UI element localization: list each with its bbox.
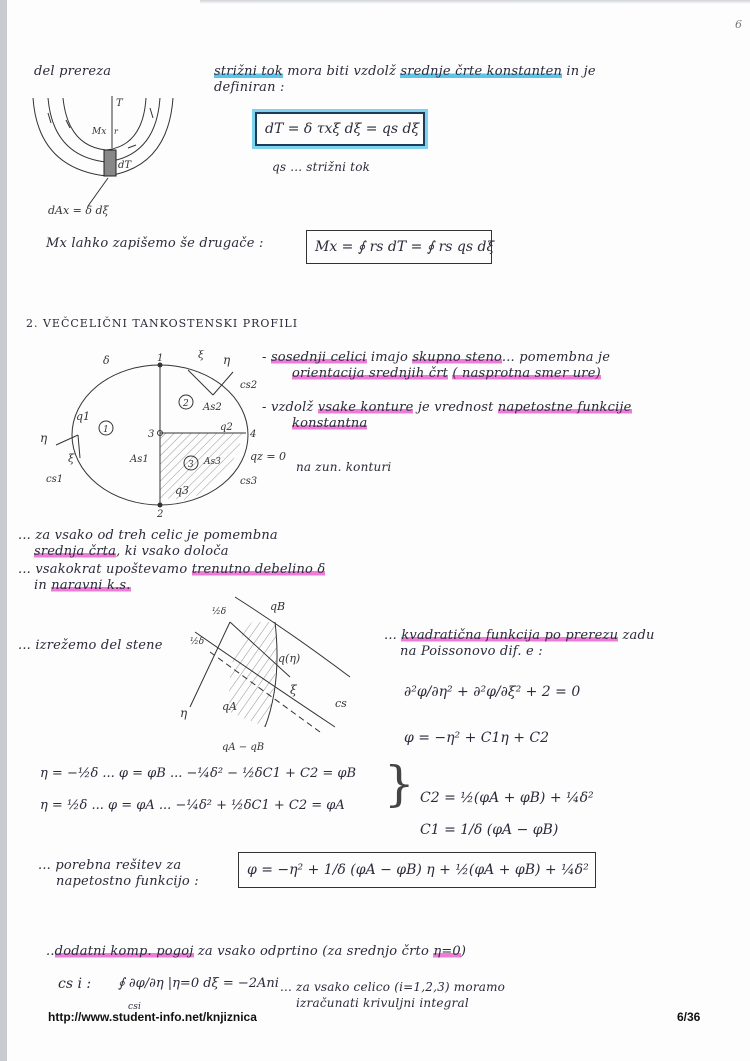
intro-line2: definiran : [214,80,285,95]
c2-equation: C2 = ½(φA + φB) + ¼δ² [420,790,594,806]
note2-line2: in naravni k.s. [34,578,131,593]
compat-note-line2: izračunati krivuljni integral [296,996,469,1010]
wall-element-diagram [170,592,370,762]
bullet2-line1: - vzdolž vsake konture je vrednost napetostne funkcije [262,400,632,415]
svg-text:cs: cs [335,697,347,710]
svg-text:As1: As1 [130,454,149,465]
svg-text:Mx: Mx [92,127,107,137]
integral-subscript: csi [128,1002,142,1012]
boundary-condition-1: η = −½δ ... φ = φB ... −¼δ² − ½δC1 + C2 = φB [40,766,357,781]
scan-edge [0,0,7,1061]
svg-text:½δ: ½δ [212,607,227,617]
c1-equation: C1 = 1/δ (φA − φB) [420,822,559,838]
note1-line1: ... za vsako od treh celic je pomembna [18,528,278,543]
svg-text:3: 3 [148,429,155,440]
mx-equation-box: Mx = ∮ rs dT = ∮ rs qs dξ [306,230,492,264]
svg-text:4: 4 [250,429,257,440]
footer-page-number: 6/36 [677,1010,701,1024]
compat-note-line1: ... za vsako celico (i=1,2,3) moramo [280,980,506,994]
svg-text:δ: δ [103,354,110,367]
svg-text:ξ: ξ [290,683,297,697]
boundary-condition-2: η = ½δ ... φ = φA ... −¼δ² + ½δC1 + C2 = φA [40,798,345,813]
note1-line2: srednja črta, ki vsako določa [34,544,229,559]
svg-text:As3: As3 [204,457,221,467]
svg-text:1: 1 [157,353,164,364]
svg-text:η: η [223,353,231,367]
bullet1-line2: orientacija srednjih črt ( nasprotna smer ure) [292,366,601,381]
svg-text:qz = 0: qz = 0 [250,450,287,463]
svg-text:As2: As2 [203,402,222,413]
svg-text:cs2: cs2 [240,380,258,391]
brace: } [384,756,415,812]
svg-text:q3: q3 [175,484,190,497]
section-title: 2. VEČCELIČNI TANKOSTENSKI PROFILI [26,317,299,330]
svg-text:qA − qB: qA − qB [222,742,265,753]
multicell-profile-diagram [28,350,288,520]
svg-text:q1: q1 [76,410,91,423]
svg-text:½δ: ½δ [190,637,205,647]
svg-text:dT: dT [118,160,132,171]
footer-url[interactable]: http://www.student-info.net/knjiznica [48,1010,257,1024]
quad-line1: ... kvadratična funkcija po prerezu zadu [384,628,655,643]
svg-text:ξ: ξ [68,452,75,465]
svg-text:T: T [116,98,123,109]
general-solution-box: φ = −η² + 1/δ (φA − φB) η + ½(φA + φB) + ¼δ² [238,852,596,888]
compat-line: ..dodatni komp. pogoj za vsako odprtino (za srednjo črto η=0) [46,944,467,959]
intro-line1: strižni tok mora biti vzdolž srednje črte konstanten in je [214,64,596,79]
shear-flow-diagram [28,88,178,218]
quad-line2: na Poissonovo dif. e : [400,644,543,659]
bullet1-line1: - sosednji celici imajo skupno steno... pomembna je [262,350,611,365]
scan-edge-top [200,0,750,4]
svg-text:ξ: ξ [198,350,205,361]
general-line1: ... porebna rešitev za [38,858,182,873]
svg-text:r: r [114,127,118,136]
svg-text:qA: qA [222,700,237,713]
shear-flow-equation-box: dT = δ τxξ dξ = qs dξ [255,112,425,146]
svg-text:η: η [40,431,48,445]
cut-label: ... izrežemo del stene [18,638,163,653]
svg-text:η: η [180,706,188,720]
svg-text:cs3: cs3 [240,476,258,487]
svg-text:dAx = δ dξ: dAx = δ dξ [48,204,109,217]
svg-text:3: 3 [188,460,194,470]
svg-text:qB: qB [270,600,286,613]
svg-text:q2: q2 [220,422,233,433]
svg-text:1: 1 [103,425,109,435]
note2-line1: ... vsakokrat upoštevamo trenutno debelino δ [18,562,326,577]
svg-text:cs1: cs1 [46,474,64,485]
page-number: 6 [735,18,742,31]
poisson-equation: ∂²φ/∂η² + ∂²φ/∂ξ² + 2 = 0 [404,684,581,700]
qz-note: na zun. konturi [296,460,392,474]
svg-text:q(η): q(η) [278,652,301,665]
bullet2-line2: konstantna [292,416,368,431]
shear-flow-note: qs ... strižni tok [272,160,371,174]
csi-label: cs i : [58,976,92,992]
general-line2: napetostno funkcijo : [56,874,199,889]
svg-text:2: 2 [183,399,189,409]
phi-equation: φ = −η² + C1η + C2 [404,730,550,746]
diagram-label: del prereza [34,64,112,79]
svg-text:2: 2 [157,509,164,520]
compat-integral: ∮ ∂φ/∂η |η=0 dξ = −2Ani [118,976,279,991]
mx-text: Mx lahko zapišemo še drugače : [46,236,264,251]
